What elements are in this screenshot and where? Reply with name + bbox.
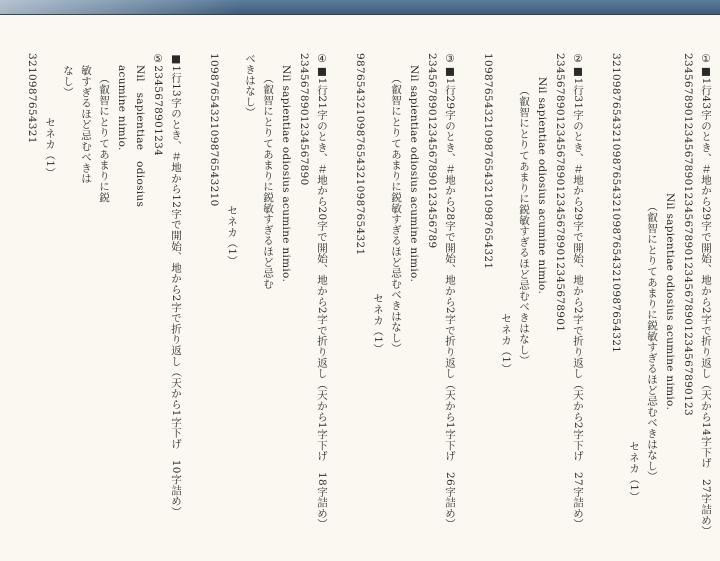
japanese-quote-line: （叡智にとりてあまりに鋭敏すぎるほど忌む (262, 73, 274, 289)
author-line: セネカ（1） (44, 117, 56, 178)
vertical-text-page (0, 15, 720, 561)
author-line: セネカ（1） (372, 293, 384, 354)
japanese-quote-line-continued: 敏すぎるほど忌むべきは (80, 65, 92, 184)
latin-quote-line-continued: acumine nimio. (116, 65, 128, 151)
number-line: 2345678901234567890123456789 (426, 53, 438, 249)
number-line: 1098765432109876543210 (208, 53, 220, 207)
window-title-bar (0, 0, 720, 15)
latin-quote-line: Nil sapientiae odiosius acumine nimio. (536, 77, 548, 295)
heading-line-5: ■1行13字のとき、＃地から12字で開始、地から2字で折り返し（天から1字下げ 10字詰め） (170, 53, 182, 517)
number-line: 3210987654321098765432109876543210987654321 (610, 53, 622, 354)
number-line: 2345678901234567890 (298, 53, 310, 186)
heading-line-2: ②■1行31字のとき、＃地から29字で開始、地から2字で折り返し（天から2字下げ 27字詰め） (572, 53, 584, 530)
latin-quote-line: Nil sapientiae odiosius (134, 65, 146, 208)
latin-quote-line: Nil sapientiae odiosius acumine nimio. (408, 65, 420, 283)
number-line: ⑤2345678901234 (152, 53, 164, 157)
japanese-quote-line: （叡智にとりてあまりに鋭敏すぎるほど忌むべきはなし） (646, 201, 658, 482)
japanese-quote-line: （叡智にとりてあまりに鋭敏すぎるほど忌むべきはなし） (390, 73, 402, 354)
japanese-quote-line: （叡智にとりてあまりに鋭敏すぎるほど忌むべきはなし） (518, 85, 530, 366)
number-line: 2345678901234567890123456789012345678901234567890123 (682, 53, 694, 416)
japanese-quote-line-continued: べきはなし） (244, 53, 256, 118)
number-line: 98765432109876543210987654321 (354, 53, 366, 256)
author-line: セネカ（1） (500, 313, 512, 374)
author-line: セネカ（1） (628, 441, 640, 502)
number-line: 1098765432109876543210987654321 (482, 53, 494, 270)
latin-quote-line: Nil sapientiae odiosius acumine nimio. (664, 193, 676, 411)
heading-line-4: ④■1行21字のとき、＃地から20字で開始、地から2字で折り返し（天から1字下げ 18字詰め） (316, 53, 328, 530)
japanese-quote-line-continued: なし） (62, 65, 74, 98)
number-line: 3210987654321 (26, 53, 38, 144)
japanese-quote-line: （叡智にとりてあまりに鋭 (98, 73, 110, 203)
heading-line-3: ③■1行29字のとき、＃地から28字で開始、地から2字で折り返し（天から1字下げ 26字詰め） (444, 53, 456, 530)
latin-quote-line: Nil sapientiae odiosius acumine nimio. (280, 65, 292, 283)
author-line: セネカ（1） (226, 205, 238, 266)
heading-line-1: ①■1行43字のとき、＃地から29字で開始、地から2字で折り返し（天から14字下げ 27字詰め） (700, 53, 712, 537)
number-line: 2345678901234567890123456789012345678901 (554, 53, 566, 333)
title-bar-highlight (0, 0, 240, 14)
